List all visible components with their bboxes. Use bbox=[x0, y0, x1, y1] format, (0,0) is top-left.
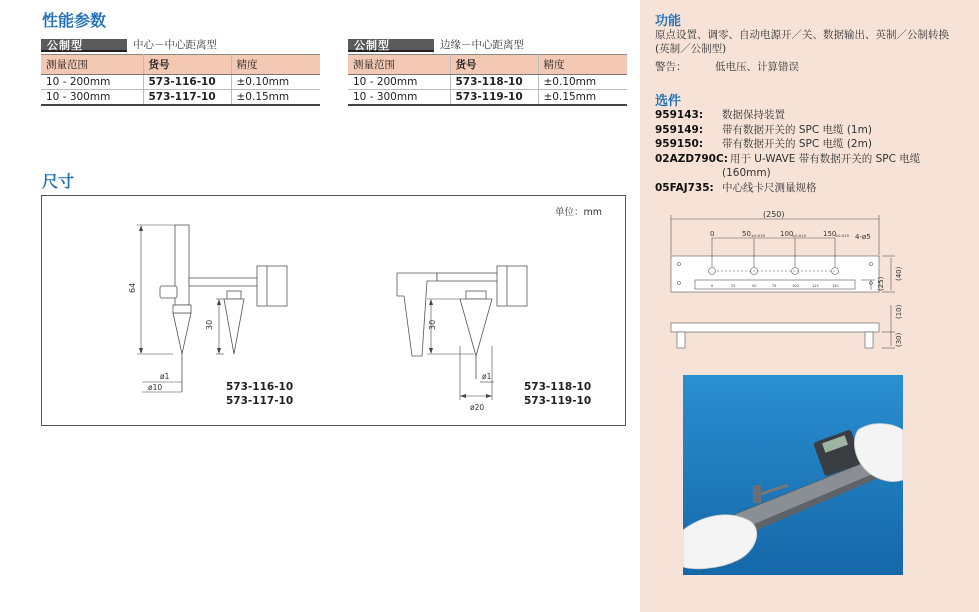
cell-code: 573-116-10 bbox=[143, 75, 231, 90]
dimensions-title: 尺寸 bbox=[42, 172, 75, 191]
spec-table-edge bbox=[348, 36, 627, 106]
option-desc: 中心线卡尺测量规格 bbox=[722, 181, 817, 194]
photo-illustration bbox=[683, 375, 903, 575]
function-text: 原点设置、调零、自动电源开／关、数据输出、英制／公制转换 (英制／公制型) bbox=[655, 29, 949, 55]
header-code: 货号 bbox=[450, 55, 538, 75]
table-header-row bbox=[348, 55, 627, 75]
option-code: 959150: bbox=[655, 138, 704, 150]
header-range: 测量范围 bbox=[348, 55, 450, 75]
type-line bbox=[348, 36, 627, 52]
gauge-overall: (250) bbox=[763, 210, 785, 219]
table-row bbox=[41, 75, 320, 90]
option-desc: 用于 U-WAVE 带有数据开关的 SPC 电缆 bbox=[729, 152, 921, 165]
option-code: 05FAJ735: bbox=[655, 181, 714, 194]
dia-base-label: ø10 bbox=[148, 383, 163, 392]
cell-code: 573-119-10 bbox=[450, 90, 538, 106]
list-item bbox=[655, 137, 955, 152]
option-desc-cont: (160mm) bbox=[722, 167, 771, 179]
function-title: 功能 bbox=[655, 14, 682, 29]
cell-accuracy: ±0.10mm bbox=[231, 75, 320, 90]
model-label-right bbox=[524, 380, 591, 408]
header-range: 测量范围 bbox=[41, 55, 143, 75]
option-desc: 数据保持装置 bbox=[722, 109, 785, 121]
table-row bbox=[348, 75, 627, 90]
options-title: 选件 bbox=[655, 94, 682, 109]
table-row bbox=[348, 90, 627, 106]
scale-num: 125 bbox=[812, 284, 819, 288]
caliper-center-type bbox=[160, 225, 287, 392]
table-row bbox=[41, 90, 320, 106]
list-item bbox=[655, 181, 955, 196]
scale-num: 75 bbox=[772, 284, 777, 288]
model-code: 573-119-10 bbox=[524, 395, 592, 407]
list-item bbox=[655, 108, 955, 123]
header-accuracy: 精度 bbox=[538, 55, 627, 75]
list-item bbox=[655, 152, 955, 167]
gauge-h30: (30) bbox=[895, 332, 903, 347]
cell-accuracy: ±0.15mm bbox=[538, 90, 627, 106]
cell-range: 10 - 200mm bbox=[41, 75, 143, 90]
spec-section-title: 性能参数 bbox=[42, 11, 107, 30]
dim-height-label: 64 bbox=[128, 282, 137, 293]
warning-label: 警告： bbox=[655, 61, 687, 73]
unit-label: 单位：mm bbox=[555, 207, 603, 218]
gauge-drawing bbox=[655, 205, 955, 365]
option-desc: 带有数据开关的 SPC 电缆 (1m) bbox=[722, 123, 872, 136]
gauge-tick: 150 bbox=[823, 230, 837, 238]
caliper-edge-type bbox=[397, 266, 527, 379]
type-desc: 中心－中心距离型 bbox=[133, 39, 217, 51]
warning-text: 低电压、计算错误 bbox=[715, 61, 799, 73]
gauge-tick: 0 bbox=[710, 230, 715, 238]
option-desc: 带有数据开关的 SPC 电缆 (2m) bbox=[722, 138, 872, 150]
scale-num: 100 bbox=[792, 284, 799, 288]
spec-table bbox=[348, 54, 627, 106]
cell-accuracy: ±0.10mm bbox=[538, 75, 627, 90]
list-item bbox=[655, 123, 955, 138]
scale-num: 25 bbox=[731, 284, 736, 288]
scale-num: 0 bbox=[711, 284, 714, 288]
gauge-tick-tol: ±0.015 bbox=[751, 233, 766, 238]
gauge-holes: 4-ø5 bbox=[855, 233, 871, 241]
warning-line bbox=[655, 59, 799, 74]
spec-table bbox=[41, 54, 320, 106]
type-line bbox=[41, 36, 320, 52]
option-code: 959149: bbox=[655, 123, 704, 136]
option-code: 959143: bbox=[655, 109, 704, 121]
cell-accuracy: ±0.15mm bbox=[231, 90, 320, 106]
model-code: 573-118-10 bbox=[524, 381, 592, 393]
gauge-h40: (40) bbox=[895, 266, 903, 281]
table-header-row bbox=[41, 55, 320, 75]
header-code: 货号 bbox=[143, 55, 231, 75]
cell-code: 573-117-10 bbox=[143, 90, 231, 106]
cell-range: 10 - 200mm bbox=[348, 75, 450, 90]
cell-range: 10 - 300mm bbox=[348, 90, 450, 106]
product-photo bbox=[683, 375, 903, 575]
dim-tip-label: 30 bbox=[205, 319, 214, 330]
option-code: 02AZD790C: bbox=[655, 152, 728, 165]
gauge-h25: (25) bbox=[877, 276, 885, 291]
dim-tip-label: 30 bbox=[428, 319, 437, 330]
type-badge: 公制型 bbox=[348, 39, 434, 52]
spec-table-center bbox=[41, 36, 320, 106]
gauge-tick-tol: ±0.015 bbox=[835, 233, 850, 238]
gauge-tick: 50 bbox=[742, 230, 751, 238]
gauge-h10: (10) bbox=[895, 304, 903, 319]
model-code: 573-116-10 bbox=[226, 381, 294, 393]
gauge-tick-tol: ±0.015 bbox=[792, 233, 807, 238]
options-list bbox=[655, 108, 955, 195]
cell-range: 10 - 300mm bbox=[41, 90, 143, 106]
dia-tip-label: ø1 bbox=[160, 372, 170, 381]
type-desc: 边缘－中心距离型 bbox=[440, 39, 524, 51]
model-label-left bbox=[226, 380, 293, 408]
dia-base-label: ø20 bbox=[470, 403, 485, 412]
scale-num: 50 bbox=[752, 284, 757, 288]
dia-tip-label: ø1 bbox=[482, 372, 492, 381]
cell-code: 573-118-10 bbox=[450, 75, 538, 90]
header-accuracy: 精度 bbox=[231, 55, 320, 75]
gauge-tick: 100 bbox=[780, 230, 794, 238]
type-badge: 公制型 bbox=[41, 39, 127, 52]
model-code: 573-117-10 bbox=[226, 395, 294, 407]
scale-num: 150 bbox=[832, 284, 839, 288]
